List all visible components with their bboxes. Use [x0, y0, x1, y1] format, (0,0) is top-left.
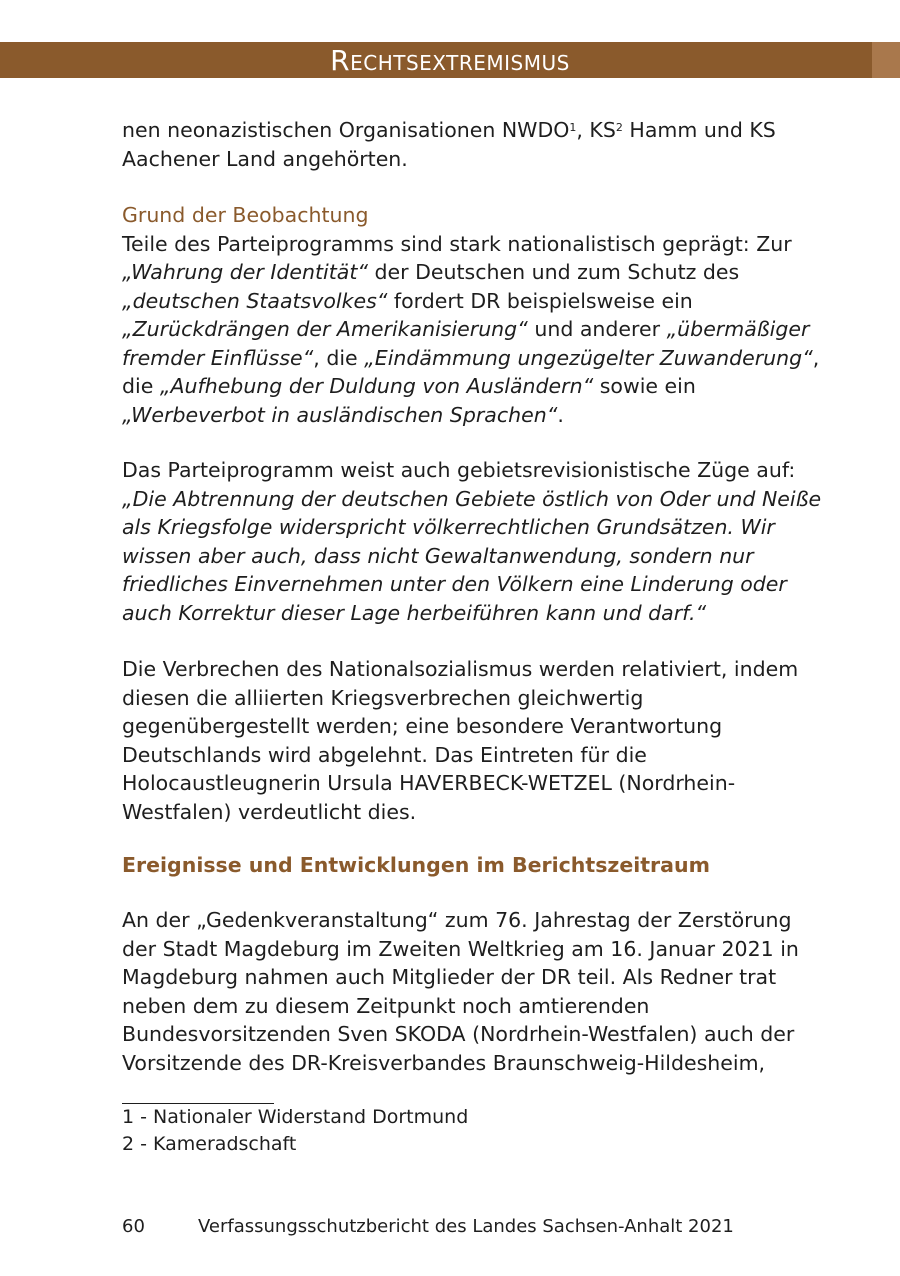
intro-paragraph — [122, 116, 822, 173]
text-run: und anderer — [527, 317, 667, 341]
publication-title: Verfassungsschutzbericht des Landes Sachsen-Anhalt 2021 — [198, 1216, 734, 1237]
quote-run: „Aufhebung der Duldung von Ausländern“ — [159, 374, 594, 398]
observation-paragraph-1 — [122, 230, 822, 430]
paragraph-text: Die Verbrechen des Nationalsozialismus werden relativiert, indem diesen die alliierten Kriegsverbrechen gleichwertig gegenübergestellt werden; eine besondere Verantwortung Deutschlands wird abgelehnt. Das Eintreten für die Holocaustleugnerin Ursula HAVERBECK-WETZEL (Nordrhein-Westfalen) verdeutlicht dies. — [122, 657, 799, 824]
quote-run: „Werbeverbot in ausländischen Sprachen“ — [122, 402, 558, 427]
section-heading-observation: Grund der Beobachtung — [122, 203, 369, 227]
text-run: Teile des Parteiprogramms sind stark nationalistisch geprägt: Zur — [122, 231, 792, 256]
page-number: 60 — [122, 1216, 145, 1237]
footnote-ref-1: 1 — [569, 121, 577, 134]
text-run: , die — [122, 345, 820, 398]
text-run: der Deutschen und zum Schutz des — [368, 260, 740, 284]
quote-run: „Zurückdrängen der Amerikanisierung“ — [122, 317, 528, 341]
quote-run: „übermäßiger fremder Einflüsse“ — [122, 317, 810, 370]
quote-run: „deutschen Staatsvolkes“ — [122, 288, 388, 313]
page-section-title: Rechtsextremismus — [330, 44, 570, 77]
header-bar — [0, 42, 900, 78]
observation-paragraph-2 — [122, 456, 822, 627]
page-footer — [122, 1214, 734, 1240]
text-run: . — [557, 402, 564, 427]
paragraph-text: An der „Gedenkveranstaltung“ zum 76. Jahrestag der Zerstörung der Stadt Magdeburg im Zweiten Weltkrieg am 16. Januar 2021 in Magdeburg nahmen auch Mitglieder der DR teil. Als Redner trat neben dem zu diesem Zeitpunkt noch amtierenden Bundesvorsitzenden Sven SKODA (Nordrhein-Westfalen) auch der Vorsitzende des DR-Kreisverbandes Braunschweig-Hildesheim, — [122, 908, 799, 1075]
section-heading-events: Ereignisse und Entwicklungen im Berichtszeitraum — [122, 853, 710, 877]
footnote-1: 1 - Nationaler Widerstand Dortmund — [122, 1106, 469, 1128]
section-observation — [122, 201, 822, 429]
intro-text-1: nen neonazistischen Organisationen NWDO — [122, 118, 570, 142]
text-run: sowie ein — [593, 374, 696, 398]
text-run: fordert DR beispielsweise ein — [387, 288, 693, 313]
intro-text-3: Hamm und KS Aachener Land angehörten. — [122, 118, 776, 171]
text-run: , die — [313, 345, 365, 370]
quote-run: „Eindämmung ungezügelter Zuwanderung“ — [364, 345, 813, 370]
text-run: Das Parteiprogramm weist auch gebietsrevisionistische Züge auf: — [122, 458, 796, 482]
footnote-ref-2: 2 — [615, 121, 623, 134]
footnote-2: 2 - Kameradschaft — [122, 1133, 297, 1155]
quote-run: „Wahrung der Identität“ — [122, 260, 368, 284]
observation-paragraph-3 — [122, 655, 822, 826]
intro-text-2: , KS — [576, 118, 616, 142]
footnotes — [122, 1104, 468, 1158]
section-events — [122, 851, 822, 880]
events-paragraph-1 — [122, 906, 822, 1077]
quote-run: „Die Abtrennung der deutschen Gebiete östlich von Oder und Neiße als Kriegsfolge widerspricht völkerrechtlichen Grundsätzen. Wir wissen aber auch, dass nicht Gewaltanwendung, sondern nur friedliches Einvernehmen unter den Völkern eine Linderung oder auch Korrektur dieser Lage herbeiführen kann und darf.“ — [122, 486, 822, 625]
